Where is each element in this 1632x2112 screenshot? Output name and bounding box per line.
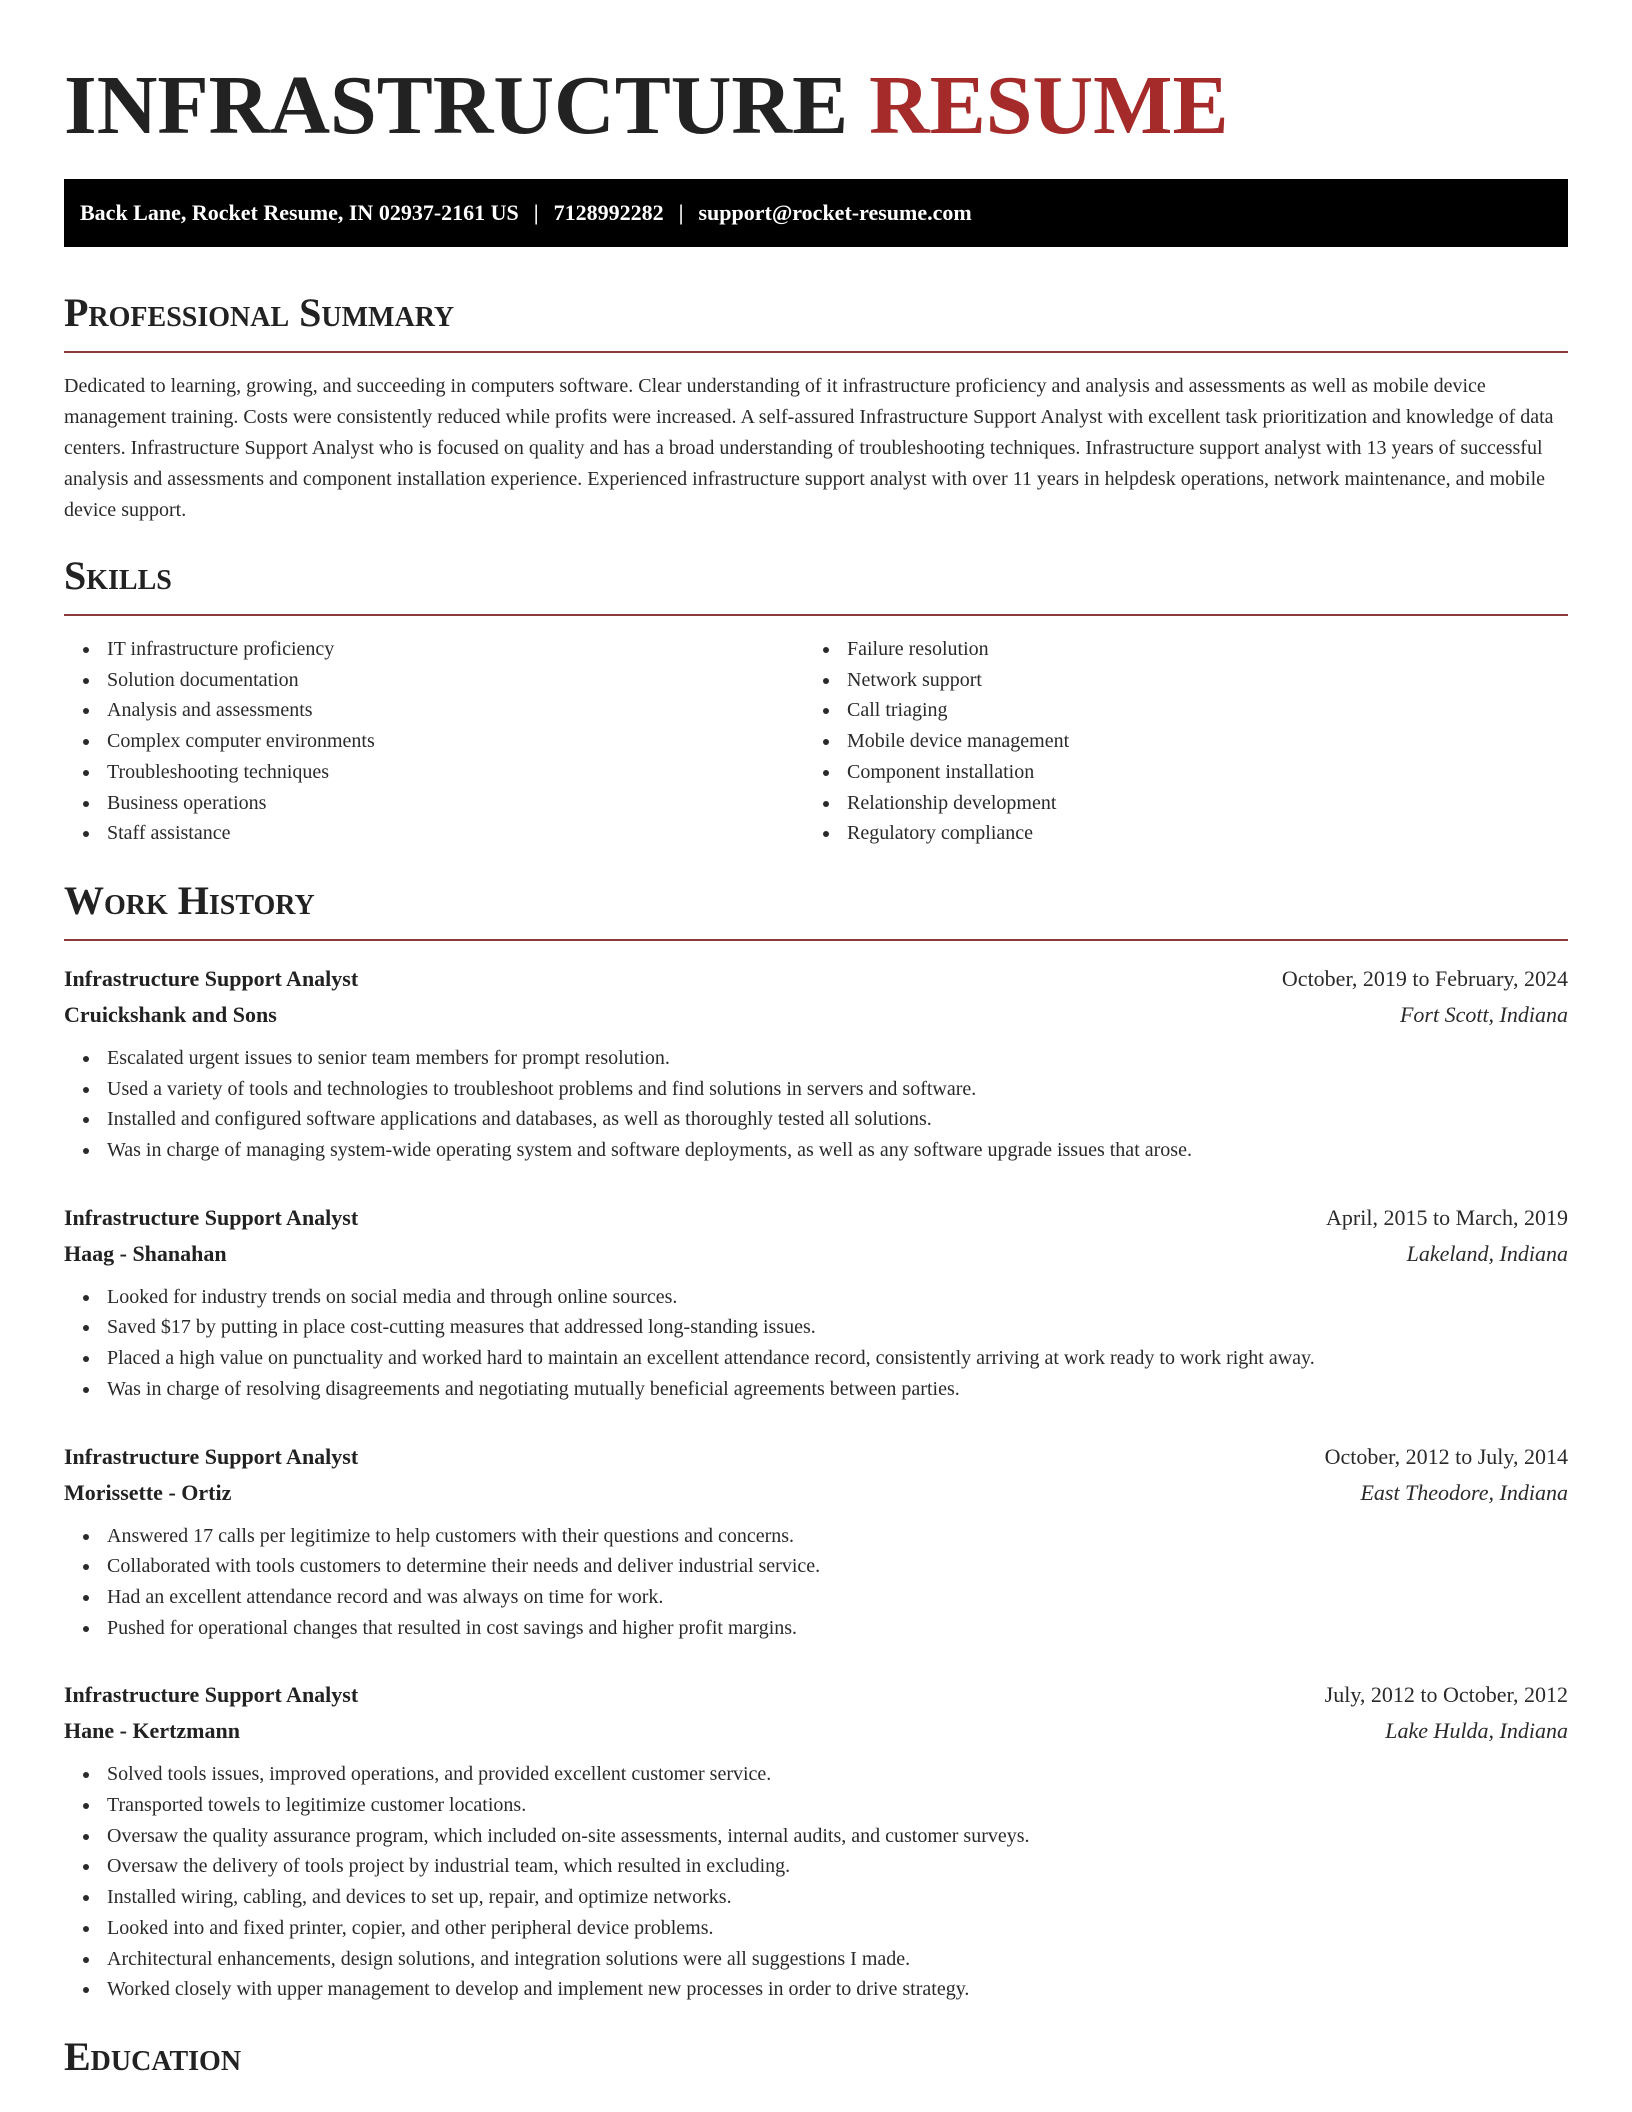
job-company-row [64, 1713, 1568, 1749]
job-location: Lakeland, Indiana [1406, 1240, 1568, 1266]
skills-section [64, 552, 1568, 849]
job-title: Infrastructure Support Analyst [64, 965, 359, 991]
job-entry [64, 961, 1568, 1166]
job-bullet: Oversaw the delivery of tools project by industrial team, which resulted in excluding. [107, 1851, 1568, 1882]
contact-bar [64, 179, 1568, 247]
skill-item: Business operations [107, 788, 804, 819]
skills-heading: Skills [64, 553, 172, 598]
job-header-row [64, 961, 1568, 997]
title-main: INFRASTRUCTURE [64, 59, 849, 152]
job-entry [64, 1439, 1568, 1644]
job-bullet: Pushed for operational changes that resulted in cost savings and higher profit margins. [107, 1613, 1568, 1644]
job-company: Cruickshank and Sons [64, 1001, 277, 1027]
job-bullet: Answered 17 calls per legitimize to help customers with their questions and concerns. [107, 1521, 1568, 1552]
resume-title [64, 58, 1568, 154]
skill-item: Complex computer environments [107, 726, 804, 757]
job-bullet: Looked into and fixed printer, copier, and other peripheral device problems. [107, 1913, 1568, 1944]
job-bullet: Placed a high value on punctuality and worked hard to maintain an excellent attendance record, consistently arriving at work ready to work right away. [107, 1343, 1568, 1374]
job-company-row [64, 1236, 1568, 1272]
contact-separator: | [678, 200, 684, 225]
job-location: Lake Hulda, Indiana [1385, 1718, 1568, 1744]
job-header-row [64, 1439, 1568, 1475]
job-bullet: Installed and configured software applications and databases, as well as thoroughly tested all solutions. [107, 1104, 1568, 1135]
job-bullet: Escalated urgent issues to senior team members for prompt resolution. [107, 1043, 1568, 1074]
job-company: Haag - Shanahan [64, 1240, 227, 1266]
job-header-row [64, 1200, 1568, 1236]
contact-email[interactable]: support@rocket-resume.com [698, 200, 972, 225]
section-divider [64, 939, 1568, 941]
skill-item: Solution documentation [107, 665, 804, 696]
skill-item: Component installation [847, 757, 1544, 788]
job-entry [64, 1200, 1568, 1405]
job-bullet: Architectural enhancements, design solutions, and integration solutions were all suggestions I made. [107, 1944, 1568, 1975]
work-history-heading: Work History [64, 877, 315, 923]
job-dates: July, 2012 to October, 2012 [1324, 1682, 1568, 1708]
job-location: East Theodore, Indiana [1360, 1479, 1568, 1505]
section-divider [64, 614, 1568, 616]
section-divider [64, 351, 1568, 353]
summary-section [64, 289, 1568, 526]
job-bullet: Transported towels to legitimize customer locations. [107, 1790, 1568, 1821]
resume-page [64, 0, 1568, 2081]
job-bullets [64, 1521, 1568, 1644]
skills-grid [64, 634, 1568, 849]
skill-item: Troubleshooting techniques [107, 757, 804, 788]
work-history-section [64, 877, 1568, 2005]
summary-text: Dedicated to learning, growing, and succeeding in computers software. Clear understanding of it infrastructure proficiency and analysis and assessments as well as mobile device management training. Costs were consistently reduced while profits were increased. A self-assured Infrastructure Support Analyst with excellent task prioritization and knowledge of data centers. Infrastructure Support Analyst who is focused on quality and has a broad understanding of troubleshooting techniques. Infrastructure support analyst with 13 years of successful analysis and assessments and component installation experience. Experienced infrastructure support analyst with over 11 years in helpdesk operations, network maintenance, and mobile device support. [64, 375, 1554, 521]
skill-item: Relationship development [847, 788, 1544, 819]
summary-heading: Professional Summary [64, 290, 455, 335]
job-bullet: Was in charge of resolving disagreements and negotiating mutually beneficial agreements between parties. [107, 1374, 1568, 1405]
job-title: Infrastructure Support Analyst [64, 1443, 359, 1469]
job-bullet: Looked for industry trends on social media and through online sources. [107, 1282, 1568, 1313]
job-dates: April, 2015 to March, 2019 [1326, 1204, 1568, 1230]
job-bullet: Used a variety of tools and technologies to troubleshoot problems and find solutions in servers and software. [107, 1074, 1568, 1105]
job-title: Infrastructure Support Analyst [64, 1682, 359, 1708]
job-bullet: Saved $17 by putting in place cost-cutting measures that addressed long-standing issues. [107, 1312, 1568, 1343]
skill-item: Analysis and assessments [107, 695, 804, 726]
job-bullet: Was in charge of managing system-wide operating system and software deployments, as well as any software upgrade issues that arose. [107, 1135, 1568, 1166]
skills-list-left [64, 634, 804, 849]
job-company-row [64, 1475, 1568, 1511]
skill-item: Regulatory compliance [847, 818, 1544, 849]
job-bullet: Oversaw the quality assurance program, which included on-site assessments, internal audits, and customer surveys. [107, 1821, 1568, 1852]
contact-separator: | [533, 200, 539, 225]
skill-item: Failure resolution [847, 634, 1544, 665]
job-bullet: Installed wiring, cabling, and devices to set up, repair, and optimize networks. [107, 1882, 1568, 1913]
job-dates: October, 2012 to July, 2014 [1324, 1443, 1568, 1469]
contact-phone[interactable]: 7128992282 [553, 200, 664, 225]
job-entry [64, 1677, 1568, 2005]
job-bullet: Had an excellent attendance record and was always on time for work. [107, 1582, 1568, 1613]
job-location: Fort Scott, Indiana [1399, 1001, 1568, 1027]
skill-item: Call triaging [847, 695, 1544, 726]
job-bullets [64, 1759, 1568, 2005]
job-header-row [64, 1677, 1568, 1713]
skill-item: Staff assistance [107, 818, 804, 849]
skills-list-right [804, 634, 1544, 849]
skill-item: Network support [847, 665, 1544, 696]
job-bullet: Solved tools issues, improved operations, and provided excellent customer service. [107, 1759, 1568, 1790]
education-section [64, 2033, 1568, 2081]
skill-item: Mobile device management [847, 726, 1544, 757]
skill-item: IT infrastructure proficiency [107, 634, 804, 665]
job-company: Hane - Kertzmann [64, 1718, 240, 1744]
job-bullets [64, 1282, 1568, 1405]
title-accent: RESUME [869, 59, 1229, 152]
job-company-row [64, 997, 1568, 1033]
job-bullets [64, 1043, 1568, 1166]
contact-address: Back Lane, Rocket Resume, IN 02937-2161 US [80, 200, 519, 225]
job-dates: October, 2019 to February, 2024 [1281, 965, 1568, 991]
job-company: Morissette - Ortiz [64, 1479, 232, 1505]
job-title: Infrastructure Support Analyst [64, 1204, 359, 1230]
education-heading: Education [64, 2033, 242, 2079]
job-bullet: Collaborated with tools customers to determine their needs and deliver industrial service. [107, 1551, 1568, 1582]
job-bullet: Worked closely with upper management to develop and implement new processes in order to drive strategy. [107, 1974, 1568, 2005]
